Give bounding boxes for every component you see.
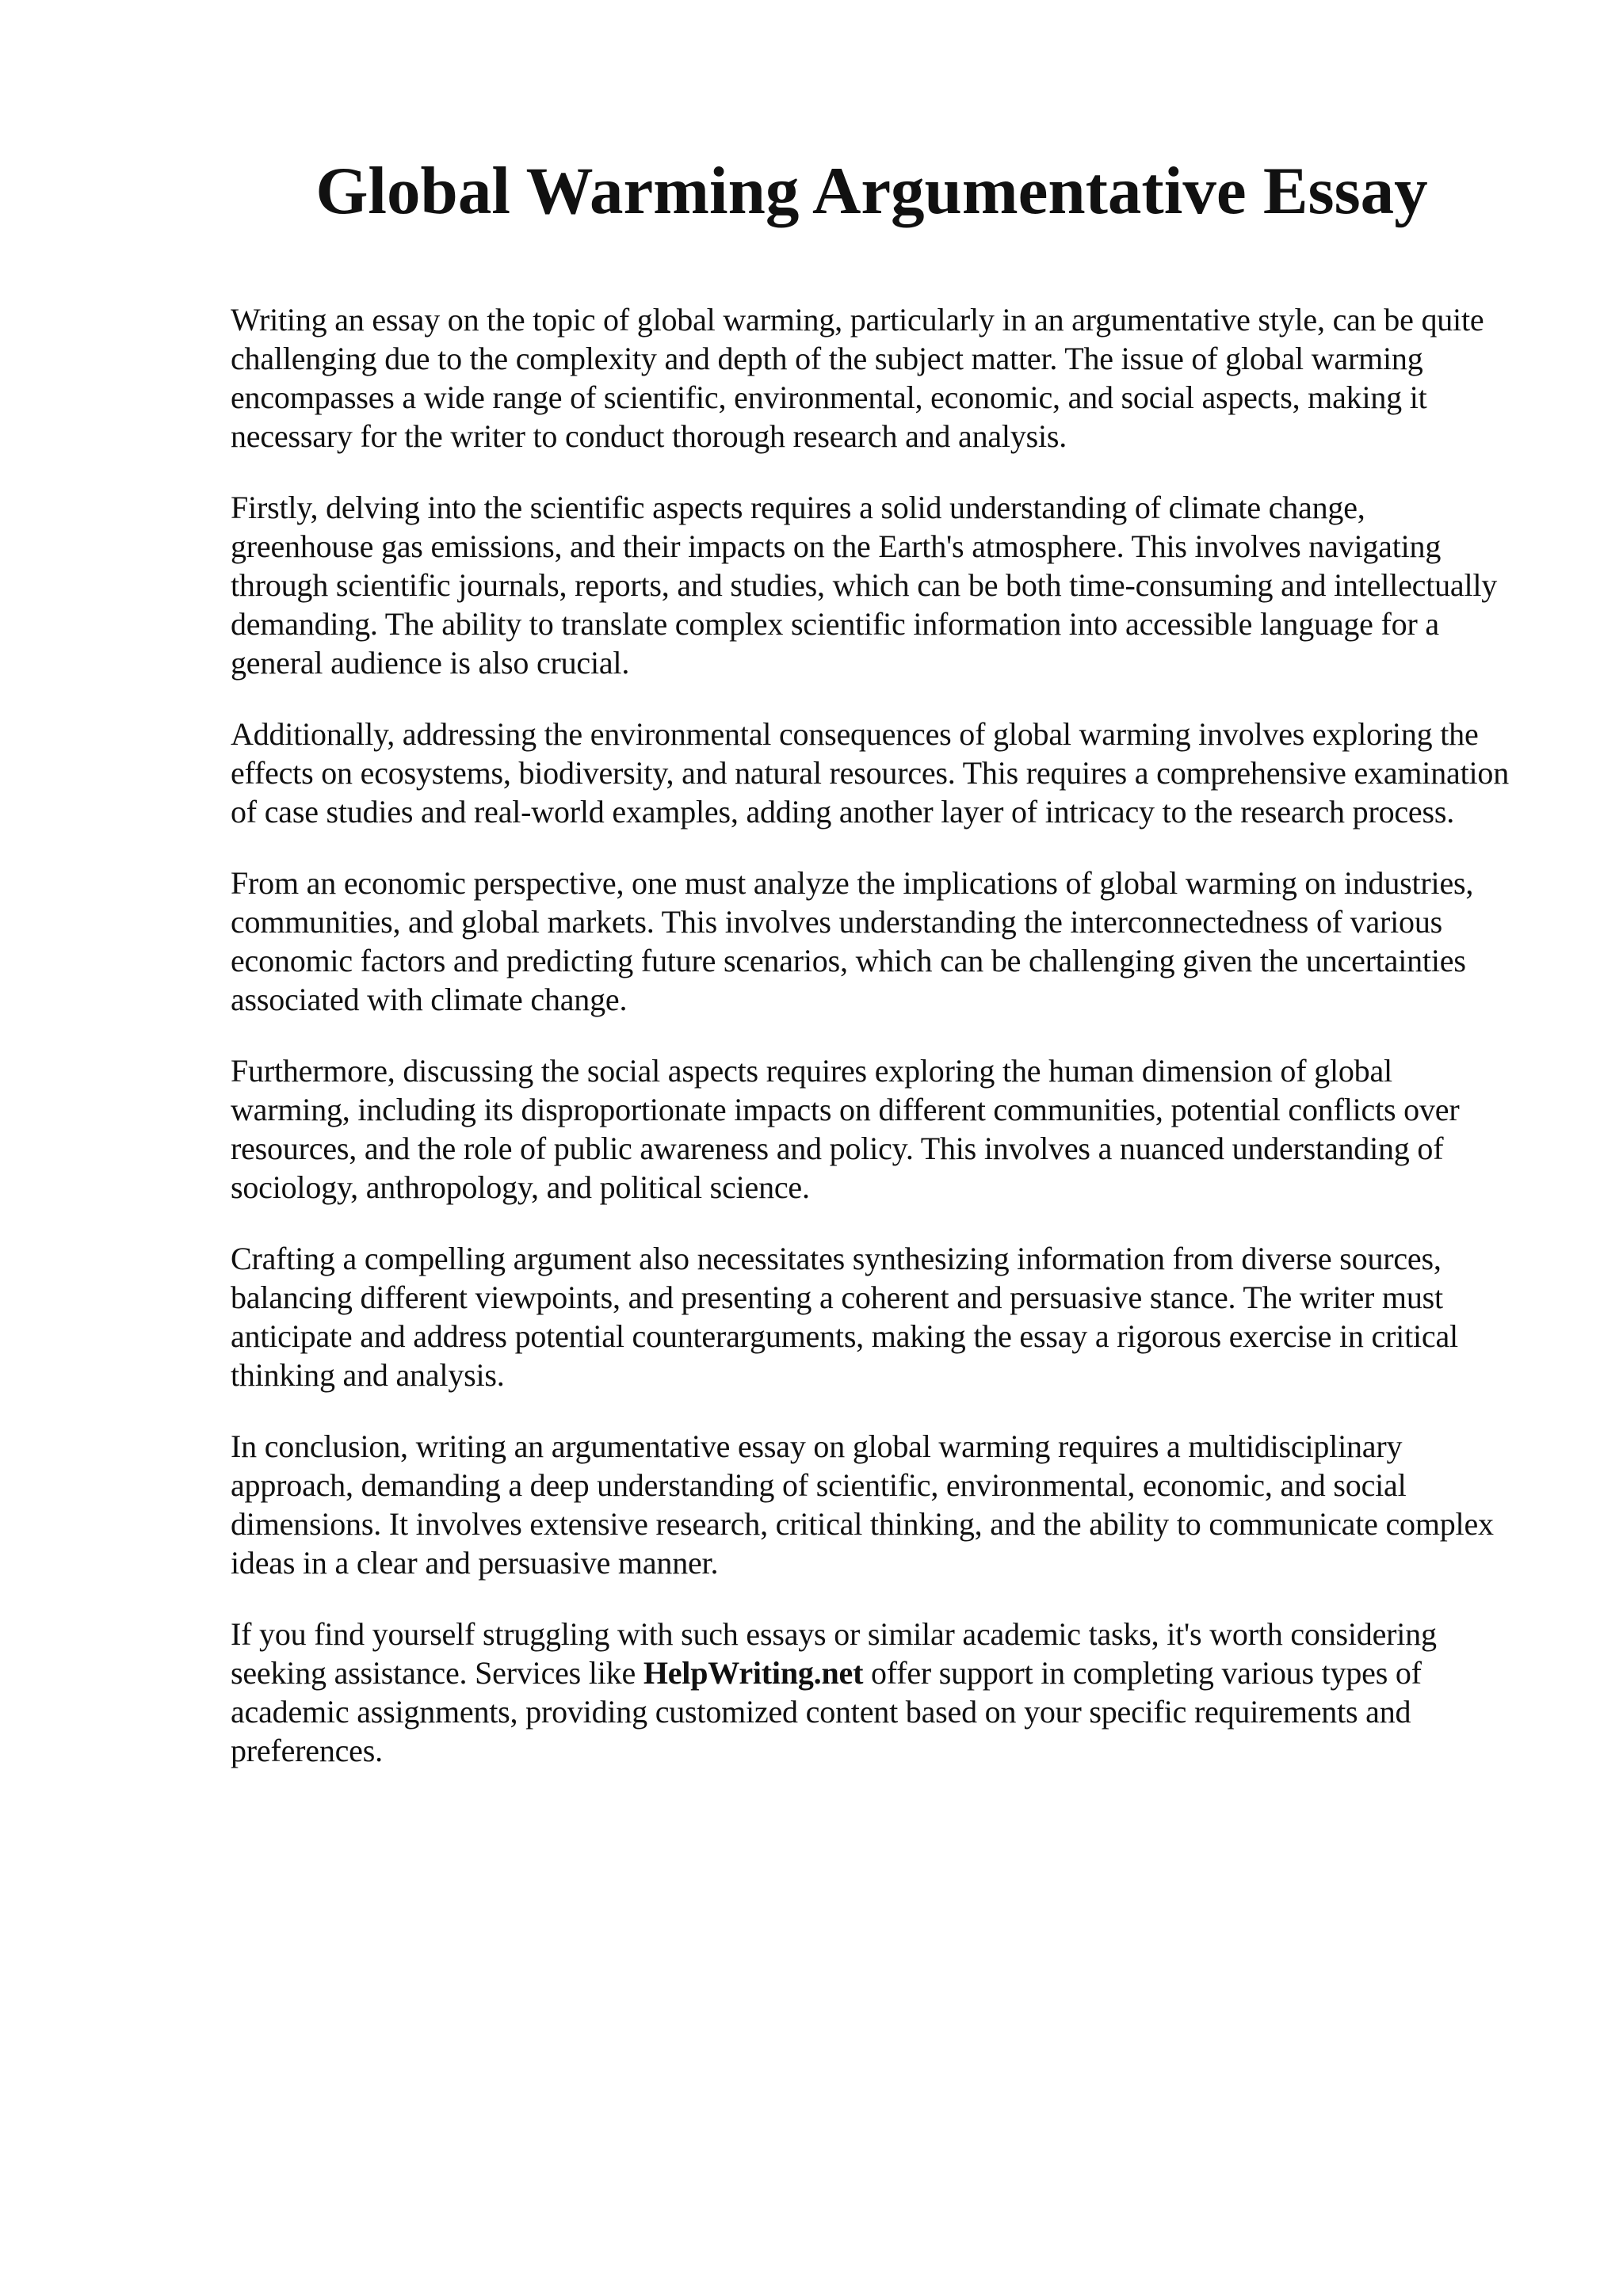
brand-name: HelpWriting.net <box>643 1655 864 1691</box>
paragraph-argument: Crafting a compelling argument also necessitates synthesizing information from diverse sources, balancing different viewpoints, and presenting a coherent and persuasive stance. The writer must anticipate and address potential counterarguments, making the essay a rigorous exercise in critical thinking and analysis. <box>231 1241 1458 1393</box>
paragraph-conclusion: In conclusion, writing an argumentative essay on global warming requires a multidisciplinary approach, demanding a deep understanding of scientific, environmental, economic, and social dimensions. It involves extensive research, critical thinking, and the ability to communicate complex ideas in a clear and persuasive manner. <box>231 1428 1494 1581</box>
paragraph-scientific: Firstly, delving into the scientific aspects requires a solid understanding of climate change, greenhouse gas emissions, and their impacts on the Earth's atmosphere. This involves navigating through scientific journals, reports, and studies, which can be both time-consuming and intellectually demanding. The ability to translate complex scientific information into accessible language for a general audience is also crucial. <box>231 490 1498 681</box>
paragraph-closing <box>231 1615 1514 1770</box>
paragraph-social: Furthermore, discussing the social aspects requires exploring the human dimension of global warming, including its disproportionate impacts on different communities, potential conflicts over resources, and the role of public awareness and policy. This involves a nuanced understanding of sociology, anthropology, and political science. <box>231 1053 1460 1205</box>
document-body <box>231 300 1514 1802</box>
document-title: Global Warming Argumentative Essay <box>315 154 1428 228</box>
paragraph-economic: From an economic perspective, one must analyze the implications of global warming on industries, communities, and global markets. This involves understanding the interconnectedness of various economic factors and predicting future scenarios, which can be challenging given the uncertainties associated with climate change. <box>231 865 1474 1017</box>
closing-text-before: If you find yourself struggling with such essays or similar academic tasks, it's worth considering seeking assistance. Services like <box>231 1616 1437 1691</box>
paragraph-intro: Writing an essay on the topic of global warming, particularly in an argumentative style, can be quite challenging due to the complexity and depth of the subject matter. The issue of global warming encompasses a wide range of scientific, environmental, economic, and social aspects, making it necessary for the writer to conduct thorough research and analysis. <box>231 302 1484 454</box>
closing-text-after: offer support in completing various types of academic assignments, providing customized content based on your specific requirements and preferences. <box>231 1655 1422 1768</box>
paragraph-environmental: Additionally, addressing the environmental consequences of global warming involves exploring the effects on ecosystems, biodiversity, and natural resources. This requires a comprehensive examination of case studies and real-world examples, adding another layer of intricacy to the research process. <box>231 716 1510 830</box>
